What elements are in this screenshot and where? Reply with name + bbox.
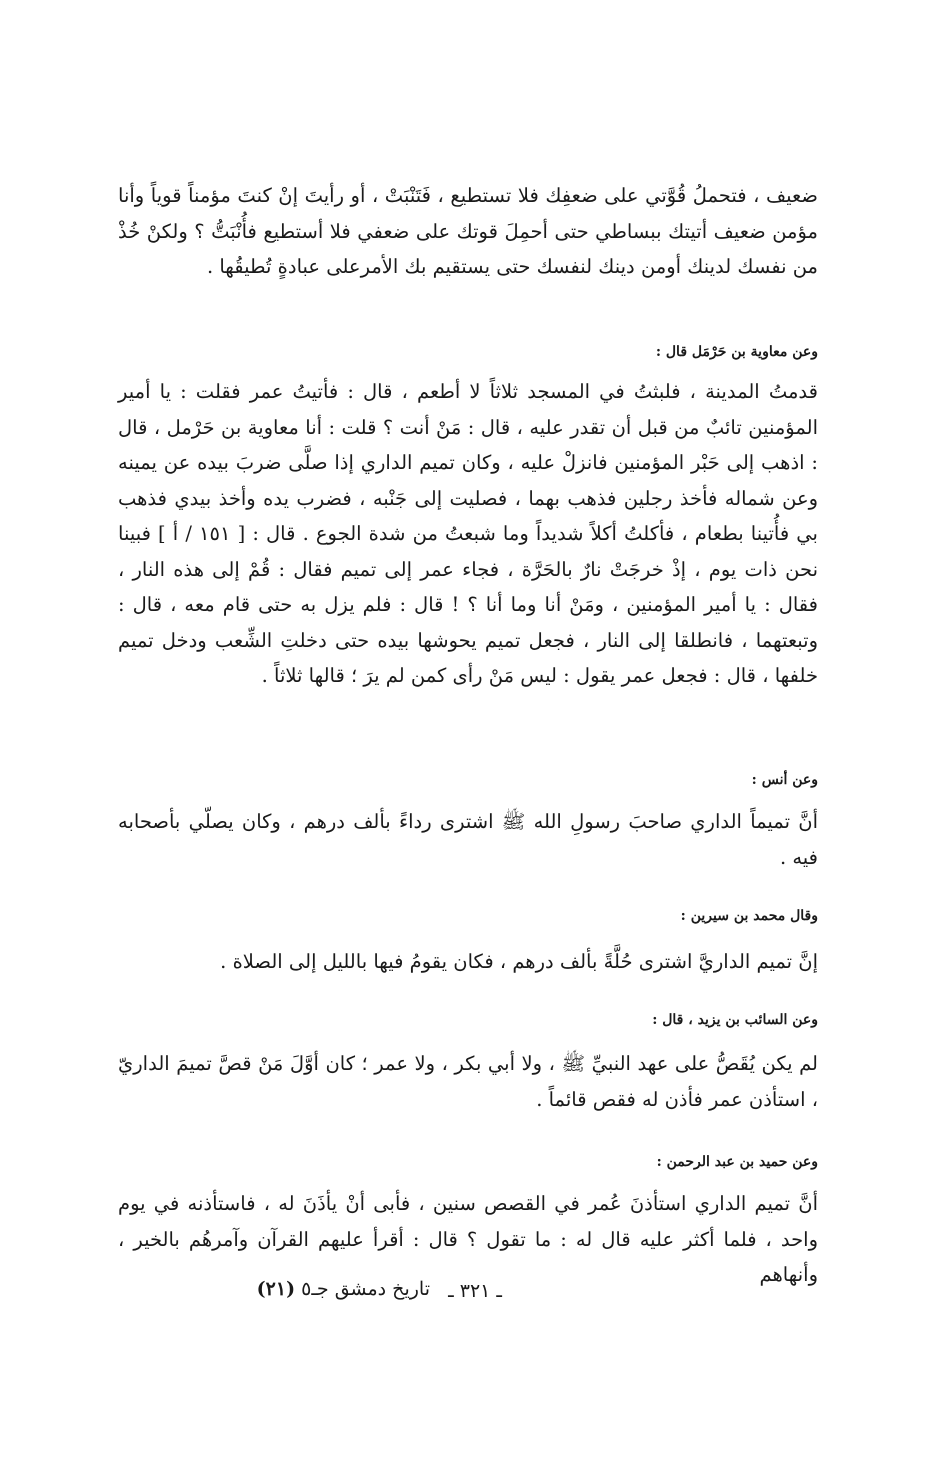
body-paragraph (118, 804, 818, 875)
volume-part: (٢١) (256, 1278, 296, 1300)
narrator-heading (118, 906, 818, 926)
page-number: ـ ٣٢١ ـ (448, 1280, 502, 1302)
heading-text: وعن السائب بن يزيد ، قال : (652, 1012, 818, 1028)
page-footer (118, 1278, 818, 1308)
paragraph-text: ضعيف ، فتحملُ قُوَّتي على ضعفِك فلا تستطيع ، فَتَنْبَتْ ، أو رأيتَ إنْ كنتَ مؤمناً قوياً وأنا مؤمن ضعيف أتيتك ببساطي حتى أحمِلَ قوتك على ضعفي فلا أستطيع فأُنْبَتُّ ؟ ولكنْ خُذْ من نفسك لدينك أومن دينك لنفسك حتى يستقيم بك الأمرعلى عبادةٍ تُطيقُها . (118, 184, 818, 278)
narrator-heading (118, 1152, 818, 1172)
body-paragraph (118, 178, 818, 285)
body-paragraph (118, 944, 818, 980)
heading-text: وقال محمد بن سيرين : (680, 908, 818, 924)
heading-text: وعن حميد بن عبد الرحمن : (656, 1154, 818, 1170)
heading-text: وعن أنس : (751, 772, 818, 788)
paragraph-text: أنَّ تميماً الداري صاحبَ رسولِ الله ﷺ اشترى رداءً بألف درهم ، وكان يصلّي بأصحابه فيه . (118, 810, 818, 869)
book-title: تاريخ دمشق جـ٥ (301, 1278, 430, 1300)
paragraph-text: قدمتُ المدينة ، فلبثتُ في المسجد ثلاثاً لا أطعم ، قال : فأتيتُ عمر فقلت : يا أمير المؤمنين تائبٌ من قبل أن تقدر عليه ، قال : مَنْ أنت ؟ قلت : أنا معاوية بن حَرْمل ، قال : اذهب إلى حَبْر المؤمنين فانزلْ عليه ، وكان تميم الداري إذا صلَّى ضربَ بيده عن يمينه وعن شماله فأخذ رجلين فذهب بهما ، فصليت إلى جَنْبه ، فضرب يده وأخذ بيدي فذهب بي فأُتينا بطعام ، فأكلتُ أكلاً شديداً وما شبعتُ من شدة الجوع . قال : [ ١٥١ / أ ] فبينا نحن ذات يوم ، إذْ خرجَتْ نارٌ بالحَرَّة ، فجاء عمر إلى تميم فقال : قُمْ إلى هذه النار ، فقال : يا أمير المؤمنين ، ومَنْ أنا وما أنا ؟ ! قال : فلم يزل به حتى قام معه ، قال : وتبعتهما ، فانطلقا إلى النار ، فجعل تميم يحوشها بيده حتى دخلتِ الشِّعب ودخل تميم خلفها ، قال : فجعل عمر يقول : ليس مَنْ رأى كمن لم يرَ ؛ قالها ثلاثاً . (118, 380, 818, 687)
narrator-heading (118, 1010, 818, 1030)
narrator-heading (118, 770, 818, 790)
running-title (257, 1278, 430, 1300)
body-paragraph (118, 374, 818, 694)
heading-text: وعن معاوية بن حَرْمَل قال : (655, 344, 818, 360)
paragraph-text: إنَّ تميم الداريَّ اشترى حُلَّةً بألف درهم ، فكان يقومُ فيها بالليل إلى الصلاة . (220, 950, 818, 973)
paragraph-text: أنَّ تميم الداري استأذنَ عُمر في القصص سنين ، فأبى أنْ يأذَنَ له ، فاستأذنه في يوم واحد ، فلما أكثر عليه قال له : ما تقول ؟ قال : أقرأ عليهم القرآن وآمرهُم بالخير ، وأنهاهم (118, 1192, 818, 1286)
body-paragraph (118, 1186, 818, 1293)
narrator-heading (118, 342, 818, 362)
paragraph-text: لم يكن يُقَصُّ على عهد النبيِّ ﷺ ، ولا أبي بكر ، ولا عمر ؛ كان أوَّلَ مَنْ قصَّ تميمَ الداريّ ، استأذن عمر فأذن له فقص قائماً . (118, 1052, 818, 1111)
body-paragraph (118, 1046, 818, 1117)
